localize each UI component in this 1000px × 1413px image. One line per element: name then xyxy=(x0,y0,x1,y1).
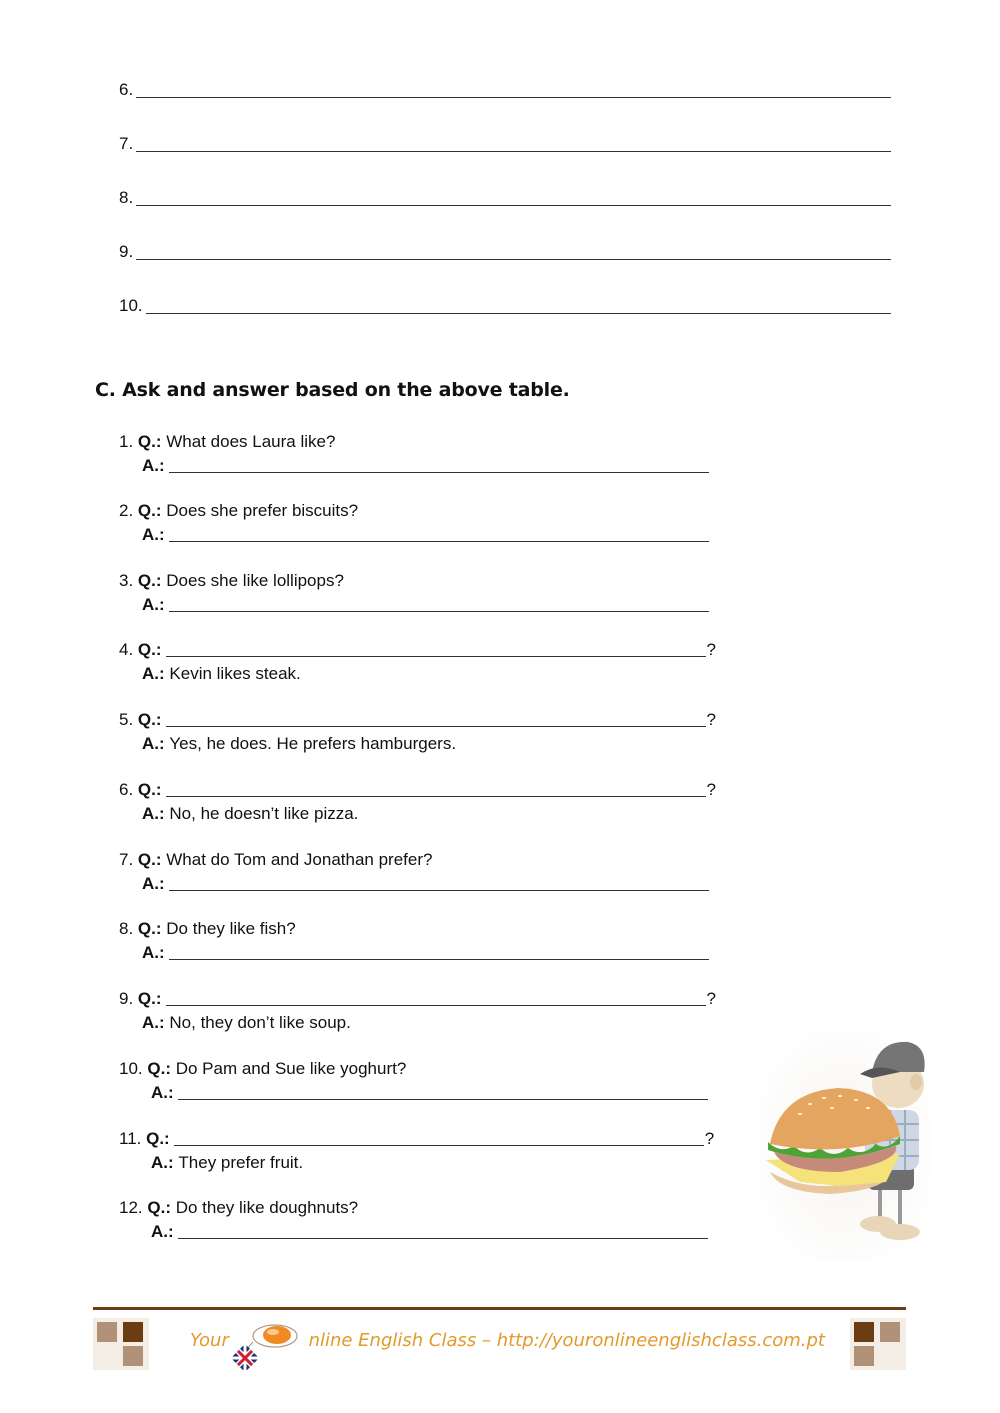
brand-rest: nline English Class xyxy=(308,1329,477,1351)
answer-line-8[interactable] xyxy=(119,186,891,208)
answer-text: They prefer fruit. xyxy=(178,1153,304,1172)
answer-line xyxy=(119,1149,719,1173)
answer-line xyxy=(119,1079,719,1103)
a-label: A.: xyxy=(151,1222,174,1241)
q-label: Q.: xyxy=(137,780,162,799)
item-number: 12. xyxy=(119,1198,143,1217)
answer-line xyxy=(119,1218,719,1242)
qa-item-11 xyxy=(119,1125,719,1173)
q-label: Q.: xyxy=(147,1198,171,1217)
answer-blank[interactable] xyxy=(178,1085,708,1100)
item-number: 3. xyxy=(119,571,134,590)
q-label: Q.: xyxy=(137,640,162,659)
a-label: A.: xyxy=(142,595,165,614)
answer-blank[interactable] xyxy=(169,527,709,542)
question-mark: ? xyxy=(706,640,716,659)
answer-blank[interactable] xyxy=(178,1224,708,1239)
item-number: 6. xyxy=(119,780,134,799)
q-label: Q.: xyxy=(137,989,162,1008)
question-line xyxy=(119,497,719,521)
a-label: A.: xyxy=(151,1083,174,1102)
question-blank[interactable] xyxy=(174,1131,704,1146)
answer-line-9[interactable] xyxy=(119,240,891,262)
question-line xyxy=(119,428,719,452)
q-label: Q.: xyxy=(147,1059,171,1078)
qa-item-1 xyxy=(119,428,719,476)
question-mark: ? xyxy=(706,989,716,1008)
q-label: Q.: xyxy=(146,1129,170,1148)
answer-line xyxy=(119,1009,719,1033)
brand-prefix: Your xyxy=(190,1329,235,1351)
answer-line-7[interactable] xyxy=(119,132,891,154)
answer-blank[interactable] xyxy=(169,597,709,612)
answer-line-10[interactable] xyxy=(119,294,891,316)
question-line xyxy=(119,1055,719,1079)
a-label: A.: xyxy=(142,734,165,753)
answer-text: No, they don’t like soup. xyxy=(169,1013,351,1032)
answer-line xyxy=(119,591,719,615)
answer-line xyxy=(119,800,719,824)
a-label: A.: xyxy=(142,1013,165,1032)
question-line xyxy=(119,985,719,1009)
answer-line xyxy=(119,452,719,476)
a-label: A.: xyxy=(142,664,165,683)
question-text: What do Tom and Jonathan prefer? xyxy=(166,850,433,869)
question-blank[interactable] xyxy=(166,782,706,797)
question-text: Do they like fish? xyxy=(166,919,296,938)
line-number: 8. xyxy=(119,188,134,207)
answer-text: Yes, he does. He prefers hamburgers. xyxy=(169,734,457,753)
blank-line[interactable] xyxy=(146,299,891,314)
item-number: 5. xyxy=(119,710,134,729)
item-number: 2. xyxy=(119,501,134,520)
a-label: A.: xyxy=(142,456,165,475)
a-label: A.: xyxy=(142,943,165,962)
boy-holding-hamburger-icon xyxy=(760,1032,930,1262)
q-label: Q.: xyxy=(137,432,162,451)
line-number: 7. xyxy=(119,134,134,153)
footer-brand xyxy=(190,1326,825,1354)
answer-line-6[interactable] xyxy=(119,78,891,100)
item-number: 9. xyxy=(119,989,134,1008)
answer-blank[interactable] xyxy=(169,945,709,960)
question-text: Do Pam and Sue like yoghurt? xyxy=(175,1059,407,1078)
qa-item-3 xyxy=(119,567,719,615)
question-blank[interactable] xyxy=(166,991,706,1006)
question-line xyxy=(119,706,719,730)
question-mark: ? xyxy=(704,1129,715,1148)
q-label: Q.: xyxy=(137,501,162,520)
answer-line xyxy=(119,870,719,894)
answer-line xyxy=(119,939,719,963)
item-number: 8. xyxy=(119,919,134,938)
item-number: 10. xyxy=(119,1059,143,1078)
qa-item-8 xyxy=(119,915,719,963)
answer-blank[interactable] xyxy=(169,458,709,473)
qa-item-2 xyxy=(119,497,719,545)
answer-line xyxy=(119,730,719,754)
answer-text: No, he doesn’t like pizza. xyxy=(169,804,359,823)
qa-item-4 xyxy=(119,636,719,684)
question-line xyxy=(119,567,719,591)
question-blank[interactable] xyxy=(166,642,706,657)
item-number: 11. xyxy=(119,1129,142,1148)
qa-item-5 xyxy=(119,706,719,754)
blank-line[interactable] xyxy=(136,191,891,206)
q-label: Q.: xyxy=(137,710,162,729)
line-number: 6. xyxy=(119,80,134,99)
answer-text: Kevin likes steak. xyxy=(169,664,301,683)
item-number: 7. xyxy=(119,850,134,869)
a-label: A.: xyxy=(142,874,165,893)
computer-mouse-uk-flag-icon xyxy=(239,1326,311,1354)
question-line xyxy=(119,776,719,800)
brand-separator: – xyxy=(476,1329,497,1351)
answer-blank[interactable] xyxy=(169,876,709,891)
qa-item-6 xyxy=(119,776,719,824)
blank-line[interactable] xyxy=(136,245,891,260)
footer-decoration-right-icon xyxy=(850,1318,906,1370)
question-blank[interactable] xyxy=(166,712,706,727)
footer-decoration-left-icon xyxy=(93,1318,149,1370)
q-label: Q.: xyxy=(137,850,162,869)
blank-line[interactable] xyxy=(136,83,891,98)
line-number: 9. xyxy=(119,242,134,261)
website-link[interactable]: http://youronlineenglishclass.com.pt xyxy=(496,1329,825,1351)
question-line xyxy=(119,636,719,660)
qa-item-12 xyxy=(119,1194,719,1242)
answer-line xyxy=(119,660,719,684)
question-line xyxy=(119,1194,719,1218)
question-line xyxy=(119,1125,719,1149)
qa-item-10 xyxy=(119,1055,719,1103)
qa-item-9 xyxy=(119,985,719,1033)
section-c-title: C. Ask and answer based on the above table. xyxy=(95,379,570,401)
qa-item-7 xyxy=(119,846,719,894)
question-text: Do they like doughnuts? xyxy=(175,1198,359,1217)
question-mark: ? xyxy=(706,780,716,799)
question-line xyxy=(119,846,719,870)
a-label: A.: xyxy=(142,525,165,544)
q-label: Q.: xyxy=(137,571,162,590)
question-line xyxy=(119,915,719,939)
q-label: Q.: xyxy=(137,919,162,938)
blank-line[interactable] xyxy=(136,137,891,152)
question-mark: ? xyxy=(706,710,716,729)
question-text: What does Laura like? xyxy=(166,432,336,451)
answer-line xyxy=(119,521,719,545)
item-number: 4. xyxy=(119,640,134,659)
item-number: 1. xyxy=(119,432,134,451)
line-number: 10. xyxy=(119,296,143,315)
footer-divider xyxy=(93,1307,906,1310)
a-label: A.: xyxy=(151,1153,174,1172)
a-label: A.: xyxy=(142,804,165,823)
question-text: Does she prefer biscuits? xyxy=(166,501,359,520)
question-text: Does she like lollipops? xyxy=(166,571,344,590)
